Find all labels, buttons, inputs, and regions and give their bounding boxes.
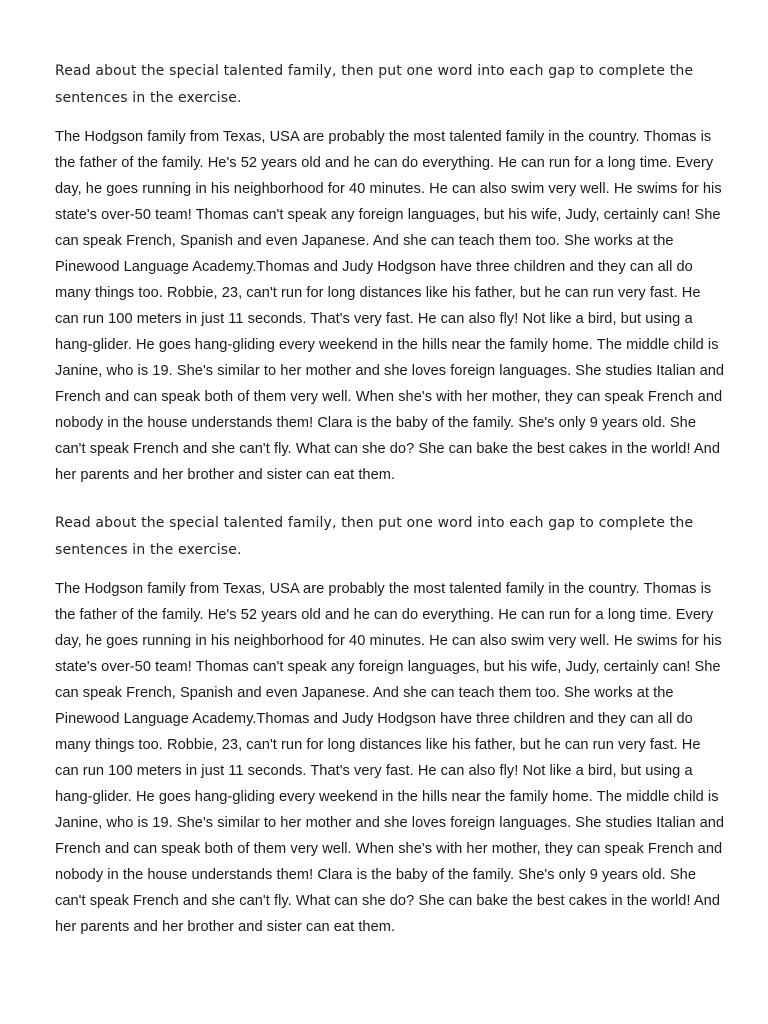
instruction-text: Read about the special talented family, then put one word into each gap to complete the sentences in the exercise.: [55, 515, 694, 558]
reading-passage: The Hodgson family from Texas, USA are probably the most talented family in the country. Thomas is the father of the family. He's 52 years old and he can do everything. He can run for a long time. Every day, he goes running in his neighborhood for 40 minutes. He can also swim very well. He swims for his state's over-50 team! Thomas can't speak any foreign languages, but his wife, Judy, certainly can! She can speak French, Spanish and even Japanese. And she can teach them too. She works at the Pinewood Language Academy.Thomas and Judy Hodgson have three children and they can all do many things too. Robbie, 23, can't run for long distances like his father, but he can run very fast. He can run 100 meters in just 11 seconds. That's very fast. He can also fly! Not like a bird, but using a hang-glider. He goes hang-gliding every weekend in the hills near the family home. The middle child is Janine, who is 19. She's similar to her mother and she loves foreign languages. She studies Italian and French and can speak both of them very well. When she's with her mother, they can speak French and nobody in the house understands them! Clara is the baby of the family. She's only 9 years old. She can't speak French and she can't fly. What can she do? She can bake the best cakes in the world! And her parents and her brother and sister can eat them.: [55, 581, 725, 935]
exercise-section-1: [55, 58, 725, 488]
exercise-section-2: [55, 510, 725, 940]
reading-passage: The Hodgson family from Texas, USA are probably the most talented family in the country. Thomas is the father of the family. He's 52 years old and he can do everything. He can run for a long time. Every day, he goes running in his neighborhood for 40 minutes. He can also swim very well. He swims for his state's over-50 team! Thomas can't speak any foreign languages, but his wife, Judy, certainly can! She can speak French, Spanish and even Japanese. And she can teach them too. She works at the Pinewood Language Academy.Thomas and Judy Hodgson have three children and they can all do many things too. Robbie, 23, can't run for long distances like his father, but he can run very fast. He can run 100 meters in just 11 seconds. That's very fast. He can also fly! Not like a bird, but using a hang-glider. He goes hang-gliding every weekend in the hills near the family home. The middle child is Janine, who is 19. She's similar to her mother and she loves foreign languages. She studies Italian and French and can speak both of them very well. When she's with her mother, they can speak French and nobody in the house understands them! Clara is the baby of the family. She's only 9 years old. She can't speak French and she can't fly. What can she do? She can bake the best cakes in the world! And her parents and her brother and sister can eat them.: [55, 129, 725, 483]
instruction-text: Read about the special talented family, then put one word into each gap to complete the sentences in the exercise.: [55, 63, 694, 106]
document-page: [55, 58, 725, 940]
